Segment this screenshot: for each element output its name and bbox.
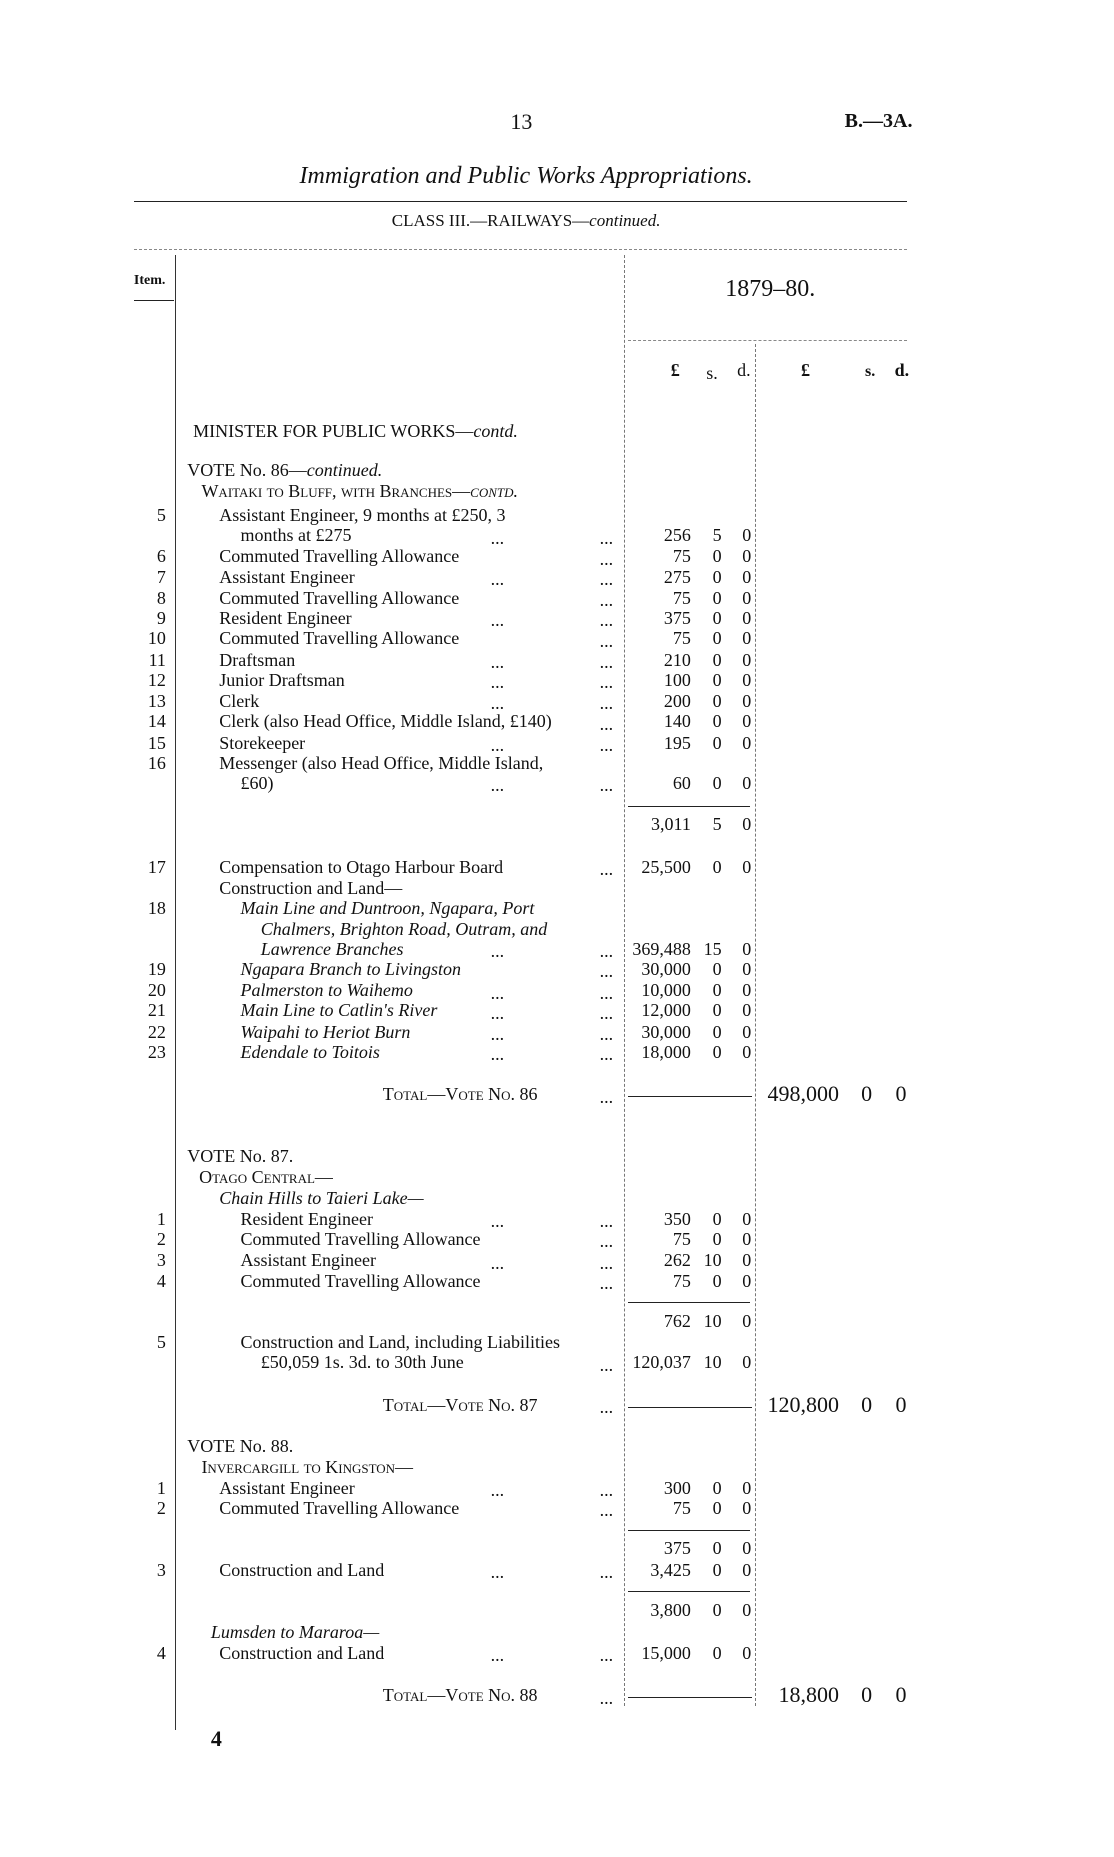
amount-pounds: 12,000 — [641, 1000, 691, 1021]
row-description: Construction and Land, including Liabilities — [240, 1332, 560, 1353]
item-number: 14 — [147, 711, 166, 732]
total-shillings: 0 — [861, 1391, 873, 1417]
amount-pounds: 210 — [663, 649, 691, 670]
leader-dots: ... — [490, 1644, 505, 1665]
amount-pence: 0 — [742, 1310, 752, 1331]
amount-shillings: 0 — [712, 587, 722, 608]
amount-pounds: 75 — [672, 546, 691, 567]
amount-shillings: 15 — [703, 938, 722, 959]
amount-pounds: 75 — [672, 587, 691, 608]
row-description: Storekeeper — [219, 732, 306, 753]
pound-header: £ — [670, 360, 680, 381]
amount-shillings: 0 — [712, 1270, 722, 1291]
row-description: Assistant Engineer — [240, 1250, 377, 1271]
leader-dots: ... — [490, 610, 505, 631]
class-title: CLASS III.—RAILWAYS— — [391, 211, 590, 231]
year-rule — [628, 340, 906, 341]
total-rule — [628, 1407, 752, 1408]
item-number: 19 — [147, 958, 166, 979]
row-description: Construction and Land — [219, 1642, 385, 1663]
leader-dots: ... — [490, 672, 505, 693]
amount-pence: 0 — [742, 525, 752, 546]
amount-pounds: 3,425 — [650, 1559, 691, 1580]
subtotal-rule — [628, 1302, 750, 1303]
amount-pence: 0 — [742, 587, 752, 608]
amount-pounds: 375 — [663, 608, 691, 629]
total-shilling-header: s. — [865, 362, 876, 380]
item-number: 8 — [156, 587, 166, 608]
title-rule — [134, 201, 907, 202]
leader-dots: ... — [599, 630, 614, 651]
amount-pounds: 762 — [663, 1310, 691, 1331]
row-text: Waitaki to Bluff, with Branches— — [201, 481, 471, 502]
leader-dots: ... — [490, 982, 505, 1003]
amount-pence: 0 — [742, 1538, 752, 1559]
row-description: Assistant Engineer, 9 months at £250, 3 — [219, 504, 506, 525]
leader-dots: ... — [599, 1272, 614, 1293]
amount-pounds: 10,000 — [641, 980, 691, 1001]
row-description — [201, 482, 518, 500]
leader-dots: ... — [599, 713, 614, 734]
row-description: Commuted Travelling Allowance — [240, 1229, 481, 1250]
item-number: 4 — [156, 1642, 166, 1663]
amount-shillings: 0 — [712, 649, 722, 670]
amount-pence: 0 — [742, 772, 752, 793]
signature-mark: 4 — [210, 1725, 222, 1751]
total-pound-header: £ — [801, 360, 811, 381]
row-suffix: contd. — [473, 420, 518, 441]
pence-header: d. — [737, 360, 751, 381]
amount-pounds: 256 — [663, 525, 691, 546]
amount-pounds: 75 — [672, 1498, 691, 1519]
amount-shillings: 0 — [712, 711, 722, 732]
item-number: 21 — [147, 1000, 166, 1021]
total-shillings: 0 — [861, 1081, 873, 1107]
row-description: Commuted Travelling Allowance — [219, 1498, 460, 1519]
row-description: Ngapara Branch to Livingston — [240, 958, 462, 979]
row-description: Clerk (also Head Office, Middle Island, £140) — [219, 711, 552, 732]
amount-pence: 0 — [742, 1642, 752, 1663]
leader-dots: ... — [599, 651, 614, 672]
amount-shillings: 0 — [712, 566, 722, 587]
item-number: 22 — [147, 1021, 166, 1042]
leader-dots: ... — [599, 775, 614, 796]
row-description: Edendale to Toitois — [240, 1041, 380, 1062]
leader-dots: ... — [599, 1252, 614, 1273]
class-suffix: continued. — [589, 211, 661, 231]
item-number: 11 — [148, 649, 166, 670]
leader-dots: ... — [490, 775, 505, 796]
row-description: Assistant Engineer — [219, 566, 355, 587]
leader-dots: ... — [490, 1480, 505, 1501]
amount-pounds: 75 — [672, 628, 691, 649]
row-description — [187, 461, 382, 479]
detail-column-divider — [624, 255, 625, 1707]
row-description: Commuted Travelling Allowance — [219, 628, 460, 649]
leader-dots: ... — [599, 1086, 614, 1107]
vote-total-label: Total—Vote No. 87 — [382, 1394, 538, 1415]
amount-pounds: 30,000 — [641, 1021, 691, 1042]
total-pounds: 18,800 — [778, 1681, 839, 1707]
row-description: Main Line and Duntroon, Ngapara, Port — [240, 898, 535, 919]
amount-pounds: 15,000 — [641, 1642, 691, 1663]
document-reference: B.—3A. — [844, 110, 913, 133]
amount-pounds: 275 — [663, 566, 691, 587]
amount-pence: 0 — [742, 628, 752, 649]
row-description: Draftsman — [219, 649, 296, 670]
row-description: Resident Engineer — [240, 1208, 374, 1229]
row-description: Invercargill to Kingston— — [201, 1456, 414, 1477]
amount-pence: 0 — [742, 856, 752, 877]
amount-pounds: 262 — [663, 1250, 691, 1271]
item-number: 4 — [156, 1270, 166, 1291]
leader-dots: ... — [490, 941, 505, 962]
leader-dots: ... — [599, 1644, 614, 1665]
amount-pounds: 18,000 — [641, 1041, 691, 1062]
item-column-header: Item. — [133, 272, 166, 288]
amount-pence: 0 — [742, 1599, 752, 1620]
leader-dots: ... — [599, 1500, 614, 1521]
subtotal-rule — [628, 1530, 750, 1531]
amount-pence: 0 — [742, 938, 752, 959]
item-number: 5 — [156, 1332, 166, 1353]
amount-shillings: 0 — [712, 628, 722, 649]
amount-pence: 0 — [742, 1270, 752, 1291]
amount-pounds: 300 — [663, 1477, 691, 1498]
subtotal-rule — [628, 1591, 750, 1592]
amount-shillings: 0 — [712, 1041, 722, 1062]
amount-pence: 0 — [742, 1352, 752, 1373]
amount-pence: 0 — [742, 546, 752, 567]
amount-pence: 0 — [742, 980, 752, 1001]
amount-pounds: 195 — [663, 732, 691, 753]
row-suffix: continued. — [306, 459, 383, 480]
row-description: Main Line to Catlin's River — [240, 1000, 438, 1021]
amount-pence: 0 — [742, 1229, 752, 1250]
amount-pounds: 120,037 — [632, 1352, 691, 1373]
item-number: 7 — [156, 566, 166, 587]
amount-pence: 0 — [742, 814, 752, 835]
row-description: Compensation to Otago Harbour Board — [219, 856, 504, 877]
total-column-divider — [755, 344, 756, 1707]
row-description: Resident Engineer — [219, 608, 352, 629]
total-pence: 0 — [895, 1681, 907, 1707]
row-description: Construction and Land— — [219, 878, 403, 899]
amount-shillings: 0 — [712, 1208, 722, 1229]
amount-shillings: 0 — [712, 1000, 722, 1021]
amount-pence: 0 — [742, 691, 752, 712]
leader-dots: ... — [490, 1024, 505, 1045]
item-number: 23 — [147, 1041, 166, 1062]
item-number: 12 — [147, 669, 166, 690]
row-text: VOTE No. 86— — [187, 459, 307, 480]
amount-pounds: 140 — [663, 711, 691, 732]
leader-dots: ... — [599, 1002, 614, 1023]
leader-dots: ... — [599, 961, 614, 982]
amount-pounds: 350 — [663, 1208, 691, 1229]
amount-pounds: 200 — [663, 691, 691, 712]
item-number: 5 — [156, 504, 166, 525]
amount-pence: 0 — [742, 1250, 752, 1271]
leader-dots: ... — [599, 941, 614, 962]
leader-dots: ... — [490, 1562, 505, 1582]
leader-dots: ... — [599, 734, 614, 755]
amount-shillings: 0 — [712, 1021, 722, 1042]
row-description: £50,059 1s. 3d. to 30th June — [260, 1352, 464, 1373]
amount-pence: 0 — [742, 649, 752, 670]
row-description: Clerk — [219, 691, 260, 712]
amount-pounds: 30,000 — [641, 958, 691, 979]
amount-shillings: 0 — [712, 1599, 722, 1620]
row-description: Commuted Travelling Allowance — [219, 587, 460, 608]
amount-pounds: 100 — [663, 669, 691, 690]
leader-dots: ... — [599, 610, 614, 631]
amount-shillings: 0 — [712, 1538, 722, 1559]
amount-shillings: 0 — [712, 1559, 722, 1580]
amount-shillings: 0 — [712, 980, 722, 1001]
leader-dots: ... — [599, 1354, 614, 1375]
item-number: 13 — [147, 691, 166, 712]
row-description: Chain Hills to Taieri Lake— — [219, 1187, 424, 1208]
item-header-underline — [134, 300, 174, 301]
amount-pence: 0 — [742, 1021, 752, 1042]
total-pence: 0 — [895, 1081, 907, 1107]
amount-pence: 0 — [742, 1041, 752, 1062]
amount-pence: 0 — [742, 669, 752, 690]
leader-dots: ... — [490, 651, 505, 672]
amount-shillings: 0 — [712, 732, 722, 753]
leader-dots: ... — [599, 590, 614, 611]
item-number: 1 — [156, 1208, 166, 1229]
total-rule — [628, 1096, 752, 1097]
row-description: Palmerston to Waihemo — [240, 980, 413, 1001]
total-pence-header: d. — [894, 360, 910, 381]
leader-dots: ... — [599, 527, 614, 548]
leader-dots: ... — [599, 1687, 614, 1708]
row-description: Commuted Travelling Allowance — [240, 1270, 481, 1291]
row-description: VOTE No. 87. — [187, 1146, 294, 1167]
subtotal-rule — [628, 806, 750, 807]
row-description: Construction and Land — [219, 1559, 385, 1580]
leader-dots: ... — [599, 672, 614, 693]
page-title: Immigration and Public Works Appropriations. — [299, 162, 753, 189]
leader-dots: ... — [490, 527, 505, 548]
heading-rule — [134, 249, 907, 250]
leader-dots: ... — [599, 1211, 614, 1232]
item-number: 20 — [147, 980, 166, 1001]
item-column-divider — [175, 255, 176, 1730]
amount-pence: 0 — [742, 711, 752, 732]
row-description: Assistant Engineer — [219, 1477, 355, 1498]
amount-shillings: 0 — [712, 608, 722, 629]
amount-shillings: 10 — [703, 1352, 722, 1373]
vote-total-label: Total—Vote No. 86 — [382, 1084, 538, 1105]
item-number: 2 — [156, 1229, 166, 1250]
row-suffix: contd. — [470, 481, 519, 502]
row-description: Lumsden to Mararoa— — [210, 1622, 380, 1643]
amount-shillings: 0 — [712, 958, 722, 979]
amount-shillings: 0 — [712, 1642, 722, 1663]
vote-total-label: Total—Vote No. 88 — [382, 1685, 538, 1706]
amount-pounds: 369,488 — [632, 938, 691, 959]
leader-dots: ... — [599, 1480, 614, 1501]
amount-pounds: 375 — [663, 1538, 691, 1559]
item-number: 10 — [147, 628, 166, 649]
amount-pence: 0 — [742, 608, 752, 629]
leader-dots: ... — [490, 568, 505, 589]
amount-pence: 0 — [742, 732, 752, 753]
item-number: 3 — [156, 1559, 166, 1580]
total-shillings: 0 — [861, 1681, 873, 1707]
amount-shillings: 5 — [712, 525, 722, 546]
amount-shillings: 0 — [712, 856, 722, 877]
amount-shillings: 0 — [712, 772, 722, 793]
row-description: Lawrence Branches — [260, 938, 404, 959]
amount-pounds: 3,011 — [651, 814, 691, 835]
leader-dots: ... — [599, 1397, 614, 1418]
leader-dots: ... — [599, 693, 614, 714]
item-number: 3 — [156, 1250, 166, 1271]
shilling-header: s. — [706, 362, 718, 383]
amount-shillings: 0 — [712, 1477, 722, 1498]
leader-dots: ... — [490, 1211, 505, 1232]
amount-pence: 0 — [742, 1559, 752, 1580]
amount-shillings: 10 — [703, 1250, 722, 1271]
amount-pounds: 25,500 — [641, 856, 691, 877]
amount-pence: 0 — [742, 958, 752, 979]
class-heading — [392, 212, 661, 229]
row-description: £60) — [240, 772, 274, 793]
amount-pence: 0 — [742, 1498, 752, 1519]
amount-pence: 0 — [742, 1000, 752, 1021]
amount-shillings: 10 — [703, 1310, 722, 1331]
item-number: 15 — [147, 732, 166, 753]
amount-pence: 0 — [742, 1208, 752, 1229]
row-description — [193, 422, 518, 440]
year-header: 1879–80. — [725, 276, 816, 303]
row-description: Messenger (also Head Office, Middle Island, — [219, 752, 544, 773]
amount-pounds: 3,800 — [650, 1599, 691, 1620]
row-text: MINISTER FOR PUBLIC WORKS— — [193, 420, 474, 441]
leader-dots: ... — [490, 693, 505, 714]
leader-dots: ... — [599, 548, 614, 569]
item-number: 9 — [156, 608, 166, 629]
total-pounds: 498,000 — [767, 1081, 839, 1107]
page-number: 13 — [510, 109, 533, 135]
row-description: Chalmers, Brighton Road, Outram, and — [260, 918, 548, 939]
item-number: 18 — [147, 898, 166, 919]
item-number: 1 — [156, 1477, 166, 1498]
amount-pence: 0 — [742, 1477, 752, 1498]
leader-dots: ... — [490, 1044, 505, 1065]
item-number: 17 — [147, 856, 166, 877]
item-number: 6 — [156, 546, 166, 567]
item-number: 2 — [156, 1498, 166, 1519]
leader-dots: ... — [599, 859, 614, 880]
row-description: Otago Central— — [199, 1167, 333, 1188]
amount-pence: 0 — [742, 566, 752, 587]
total-rule — [628, 1697, 752, 1698]
leader-dots: ... — [599, 1562, 614, 1582]
row-description: Commuted Travelling Allowance — [219, 546, 460, 567]
leader-dots: ... — [599, 1044, 614, 1065]
total-pence: 0 — [895, 1391, 907, 1417]
item-number: 16 — [147, 752, 166, 773]
row-description: Waipahi to Heriot Burn — [240, 1021, 411, 1042]
amount-shillings: 0 — [712, 691, 722, 712]
leader-dots: ... — [599, 982, 614, 1003]
total-pounds: 120,800 — [767, 1391, 839, 1417]
row-description: months at £275 — [240, 525, 352, 546]
leader-dots: ... — [490, 1002, 505, 1023]
leader-dots: ... — [599, 1024, 614, 1045]
amount-shillings: 0 — [712, 1498, 722, 1519]
row-description: VOTE No. 88. — [187, 1436, 294, 1457]
leader-dots: ... — [490, 1252, 505, 1273]
amount-pounds: 75 — [672, 1229, 691, 1250]
amount-pounds: 60 — [672, 772, 691, 793]
amount-shillings: 0 — [712, 546, 722, 567]
leader-dots: ... — [490, 734, 505, 755]
leader-dots: ... — [599, 568, 614, 589]
row-description: Junior Draftsman — [219, 669, 345, 690]
amount-shillings: 0 — [712, 1229, 722, 1250]
amount-shillings: 0 — [712, 669, 722, 690]
amount-pounds: 75 — [672, 1270, 691, 1291]
amount-shillings: 5 — [712, 814, 722, 835]
leader-dots: ... — [599, 1231, 614, 1252]
